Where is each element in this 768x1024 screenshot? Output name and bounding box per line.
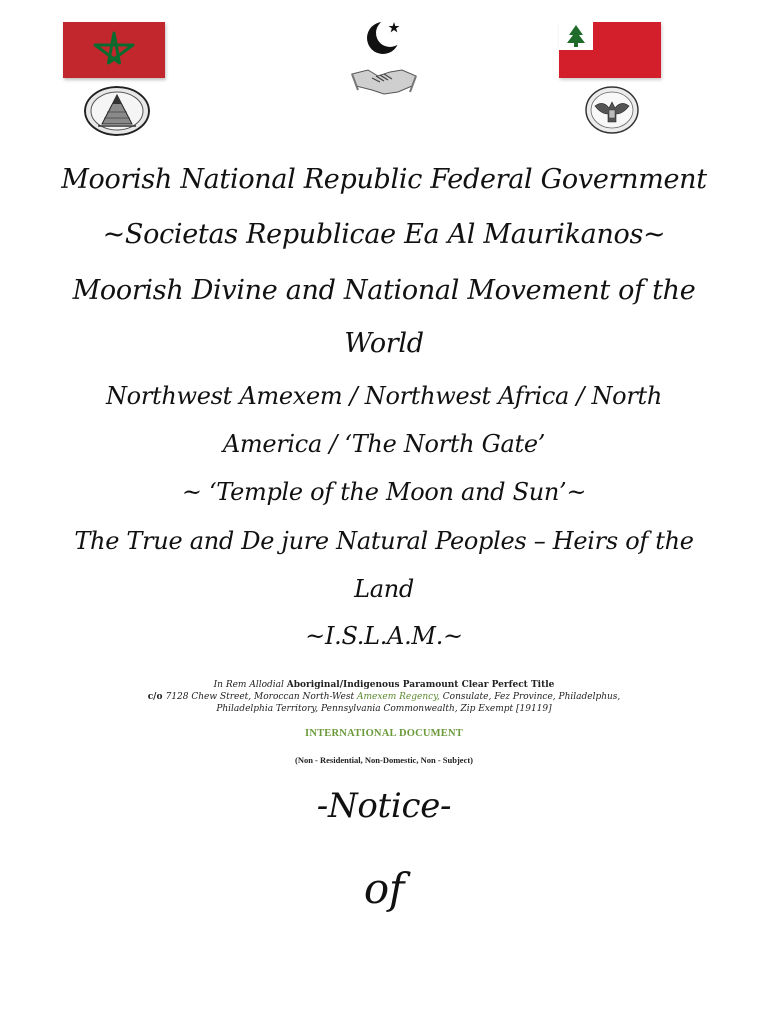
notice-heading: -Notice- xyxy=(316,786,452,826)
address-co: c/o xyxy=(147,692,166,702)
title-world: World xyxy=(344,328,424,359)
of-heading: of xyxy=(363,864,405,913)
title-societas: ~Societas Republicae Ea Al Maurikanos~ xyxy=(102,219,666,250)
title-islam: ~I.S.L.A.M.~ xyxy=(305,622,463,650)
status-line: (Non - Residential, Non-Domestic, Non - Subject) xyxy=(294,755,473,765)
address-consulate: Consulate, Fez Province, Philadelphus, xyxy=(439,692,621,702)
title-government: Moorish National Republic Federal Government xyxy=(61,164,707,195)
handshake-icon xyxy=(350,64,418,96)
crescent-star-icon xyxy=(361,18,409,58)
address-territory: Philadelphia Territory, Pennsylvania Commonwealth, Zip Exempt [19119] xyxy=(216,704,552,714)
title-movement: Moorish Divine and National Movement of the xyxy=(72,275,696,306)
pyramid-seal-icon xyxy=(84,86,150,136)
document-type: INTERNATIONAL DOCUMENT xyxy=(305,728,463,739)
address-regency: Amexem Regency, xyxy=(356,692,440,702)
morocco-flag-icon xyxy=(63,22,165,78)
address-line-1-prefix: In Rem Allodial xyxy=(213,680,287,690)
title-northwest: Northwest Amexem / Northwest Africa / North xyxy=(105,382,662,410)
address-line-2 xyxy=(0,691,768,703)
address-line-1 xyxy=(0,679,768,691)
address-line-1-title: Aboriginal/Indigenous Paramount Clear Perfect Title xyxy=(286,680,555,690)
title-land: Land xyxy=(354,575,414,603)
address-line-3 xyxy=(0,703,768,715)
address-street: 7128 Chew Street, Moroccan North-West xyxy=(165,692,357,702)
title-temple: ~ ‘Temple of the Moon and Sun’~ xyxy=(181,478,587,506)
eagle-seal-icon xyxy=(585,86,639,134)
title-natural-peoples: The True and De jure Natural Peoples – Heirs of the xyxy=(74,527,694,555)
title-north-gate: America / ‘The North Gate’ xyxy=(222,430,546,458)
new-england-flag-icon xyxy=(559,22,661,78)
